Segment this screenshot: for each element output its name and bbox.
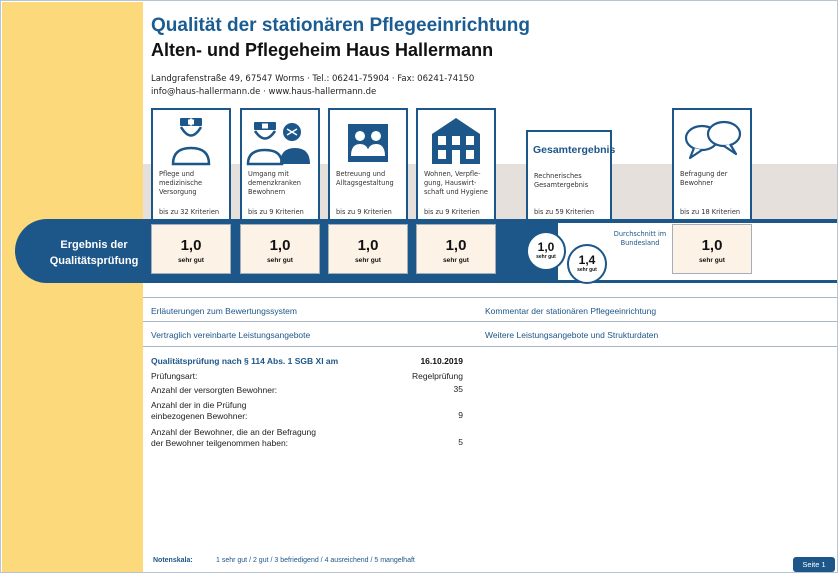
info-label: Anzahl der versorgten Bewohner: — [151, 385, 278, 395]
link-erlaeuterungen[interactable]: Erläuterungen zum Bewertungssystem — [151, 306, 297, 316]
criteria-count: bis zu 9 Kriterien — [248, 208, 304, 216]
grade-word: sehr gut — [442, 257, 469, 264]
grade-value: 1,4 — [578, 253, 596, 267]
category-label: Pflege und medizinische Versorgung — [159, 170, 203, 196]
grade-word: sehr gut — [266, 257, 293, 264]
grade-box-demenz — [240, 224, 320, 274]
bundesland-label: Durchschnitt im Bundesland — [613, 230, 667, 247]
category-label: Betreuung und Alltagsgestaltung — [336, 170, 394, 187]
grade-value: 1,0 — [180, 237, 202, 254]
dementia-care-icon — [242, 110, 318, 167]
info-value: 9 — [458, 410, 463, 420]
speech-bubbles-icon — [674, 110, 750, 167]
notes-scale: 1 sehr gut / 2 gut / 3 befriedigend / 4 ausreichend / 5 mangelhaft — [216, 557, 415, 564]
bundesland-grade-circle — [567, 244, 607, 284]
criteria-count: bis zu 9 Kriterien — [424, 208, 480, 216]
category-card-pflege[interactable] — [151, 108, 231, 219]
criteria-count: bis zu 32 Kriterien — [159, 208, 220, 216]
link-weitere[interactable]: Weitere Leistungsangebote und Strukturdaten — [485, 330, 659, 340]
people-icon — [330, 110, 406, 167]
grade-value: 1,0 — [701, 237, 723, 254]
grade-word: sehr gut — [577, 267, 597, 273]
grade-value: 1,0 — [537, 240, 555, 254]
category-card-demenz[interactable] — [240, 108, 320, 219]
grade-word: sehr gut — [354, 257, 381, 264]
grade-value: 1,0 — [357, 237, 379, 254]
grade-word: sehr gut — [177, 257, 204, 264]
building-icon — [418, 110, 494, 167]
info-label: Prüfungsart: — [151, 371, 198, 381]
link-vertraglich[interactable]: Vertraglich vereinbarte Leistungsangebote — [151, 330, 311, 340]
info-value: 35 — [453, 384, 463, 394]
info-label: Anzahl der Bewohner, die an der Befragung der Bewohner teilgenommen haben: — [151, 427, 316, 448]
grade-box-wohnen — [416, 224, 496, 274]
grade-box-befragung — [672, 224, 752, 274]
divider — [143, 321, 838, 322]
nurse-icon — [153, 110, 229, 167]
inspection-date: 16.10.2019 — [420, 356, 463, 366]
category-label: Umgang mit demenzkranken Bewohnern — [248, 170, 301, 196]
criteria-count: bis zu 9 Kriterien — [336, 208, 392, 216]
divider — [143, 346, 838, 347]
address-line: Landgrafenstraße 49, 67547 Worms · Tel.: 06241-75904 · Fax: 06241-74150 — [151, 74, 475, 84]
info-label: Anzahl der in die Prüfung einbezogenen Bewohner: — [151, 400, 248, 421]
grade-box-pflege — [151, 224, 231, 274]
category-card-befragung[interactable] — [672, 108, 752, 219]
result-band-label: Ergebnis der Qualitätsprüfung — [49, 239, 139, 267]
inspection-heading: Qualitätsprüfung nach § 114 Abs. 1 SGB XI am — [151, 356, 339, 366]
page-title: Qualität der stationären Pflegeeinrichtung — [151, 15, 531, 36]
grade-word: sehr gut — [698, 257, 725, 264]
category-card-betreuung[interactable] — [328, 108, 408, 219]
category-label: Befragung der Bewohner — [680, 170, 728, 187]
address-block — [151, 73, 474, 99]
page-number-badge[interactable]: Seite 1 — [793, 557, 835, 572]
gesamt-title: Gesamtergebnis — [533, 144, 616, 156]
card-gesamtergebnis[interactable] — [526, 130, 616, 219]
gesamt-grade-circle — [526, 231, 566, 271]
divider — [143, 297, 838, 298]
grade-box-betreuung — [328, 224, 408, 274]
grade-value: 1,0 — [269, 237, 291, 254]
contact-line: info@haus-hallermann.de · www.haus-hallermann.de — [151, 87, 377, 97]
category-card-wohnen[interactable] — [416, 108, 496, 219]
link-kommentar[interactable]: Kommentar der stationären Pflegeeinrichtung — [485, 306, 657, 316]
category-label: Wohnen, Verpfle-gung, Hauswirt-schaft und Hygiene — [424, 170, 488, 196]
yellow-sidebar — [2, 2, 143, 572]
criteria-count: bis zu 59 Kriterien — [534, 208, 595, 216]
notes-label: Notenskala: — [153, 557, 193, 564]
criteria-count: bis zu 18 Kriterien — [680, 208, 741, 216]
facility-name: Alten- und Pflegeheim Haus Hallermann — [151, 40, 494, 60]
info-value: Regelprüfung — [411, 371, 463, 381]
grade-word: sehr gut — [536, 254, 556, 260]
gesamt-label: Rechnerisches Gesamtergebnis — [534, 172, 589, 189]
grade-value: 1,0 — [445, 237, 467, 254]
info-value: 5 — [458, 437, 463, 447]
